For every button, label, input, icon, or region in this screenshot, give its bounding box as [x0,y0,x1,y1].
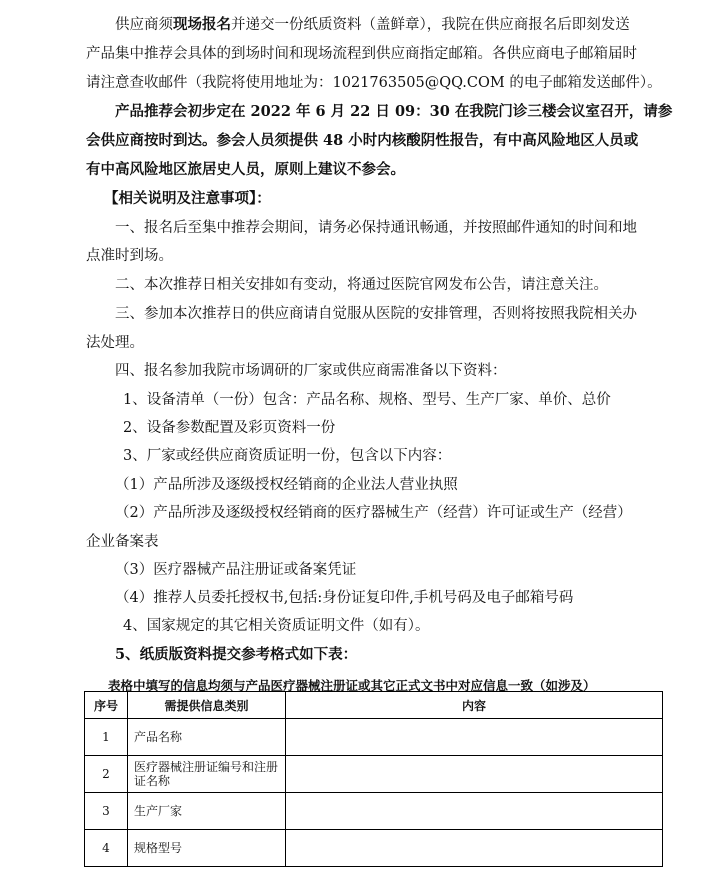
item2: 二、本次推荐日相关安排如有变动，将通过医院官网发布公告，请注意关注。 [115,277,608,293]
subsub2-line1: （2）产品所涉及逐级授权经销商的医疗器械生产（经营）许可证或生产（经营） [115,505,632,521]
item5: 5、纸质版资料提交参考格式如下表： [115,646,358,663]
row-category: 生产厂家 [128,793,286,830]
para2-line2: 会供应商按时到达。参会人员须提供 48 小时内核酸阴性报告，有中高风险地区人员或 [86,132,639,149]
header-no: 序号 [85,692,128,719]
item1-line1: 一、报名后至集中推荐会期间，请务必保持通讯畅通，并按照邮件通知的时间和地 [115,220,637,236]
para2-line3: 有中高风险地区旅居史人员，原则上建议不参会。 [86,161,405,178]
row-category: 规格型号 [128,830,286,867]
table-row [85,793,663,830]
para1-c: 并递交一份纸质资料（盖鲜章），我院在供应商报名后即刻发送 [231,17,630,33]
table-row [85,719,663,756]
row-content [286,756,663,793]
notes-heading: 【相关说明及注意事项】： [104,190,271,207]
header-content: 内容 [286,692,663,719]
row-content [286,719,663,756]
header-category: 需提供信息类别 [128,692,286,719]
para1-a: 供应商须 [115,17,173,33]
para1-line2: 产品集中推荐会具体的到场时间和现场流程到供应商指定邮箱。各供应商电子邮箱届时 [86,46,637,62]
row-category: 医疗器械注册证编号和注册证名称 [128,756,286,793]
subsub3: （3）医疗器械产品注册证或备案凭证 [115,562,357,578]
subsub2-line2: 企业备案表 [86,534,159,550]
para2-line1: 产品推荐会初步定在 2022 年 6 月 22 日 09：30 在我院门诊三楼会议室召开，请参 [115,103,673,120]
table-caption: 表格中填写的信息均须与产品医疗器械注册证或其它正式文书中对应信息一致（如涉及） [108,678,596,693]
submission-format-table [84,691,663,867]
item3-line1: 三、参加本次推荐日的供应商请自觉服从医院的安排管理，否则将按照我院相关办 [115,306,637,322]
row-no: 1 [85,719,128,756]
row-content [286,793,663,830]
item3-line2: 法处理。 [86,335,144,351]
sub3: 3、厂家或经供应商资质证明一份，包含以下内容： [123,448,452,464]
subsub4: （4）推荐人员委托授权书,包括:身份证复印件,手机号码及电子邮箱号码 [115,590,574,606]
sub1: 1、设备清单（一份）包含：产品名称、规格、型号、生产厂家、单价、总价 [123,392,611,408]
para1-line1 [115,16,630,34]
table-row [85,830,663,867]
subsub1: （1）产品所涉及逐级授权经销商的企业法人营业执照 [115,477,458,493]
sub4: 4、国家规定的其它相关资质证明文件（如有）。 [123,618,430,634]
table-header-row [85,692,663,719]
item4: 四、报名参加我院市场调研的厂家或供应商需准备以下资料： [115,363,507,379]
para1-line3: 请注意查收邮件（我院将使用地址为：1021763505@QQ.COM 的电子邮箱发送邮件）。 [86,75,662,91]
row-no: 3 [85,793,128,830]
row-content [286,830,663,867]
row-no: 2 [85,756,128,793]
para1-onsite-emphasis: 现场报名 [173,16,231,33]
row-no: 4 [85,830,128,867]
row-category: 产品名称 [128,719,286,756]
item1-line2: 点准时到场。 [86,248,173,264]
sub2: 2、设备参数配置及彩页资料一份 [123,420,336,436]
table-row [85,756,663,793]
